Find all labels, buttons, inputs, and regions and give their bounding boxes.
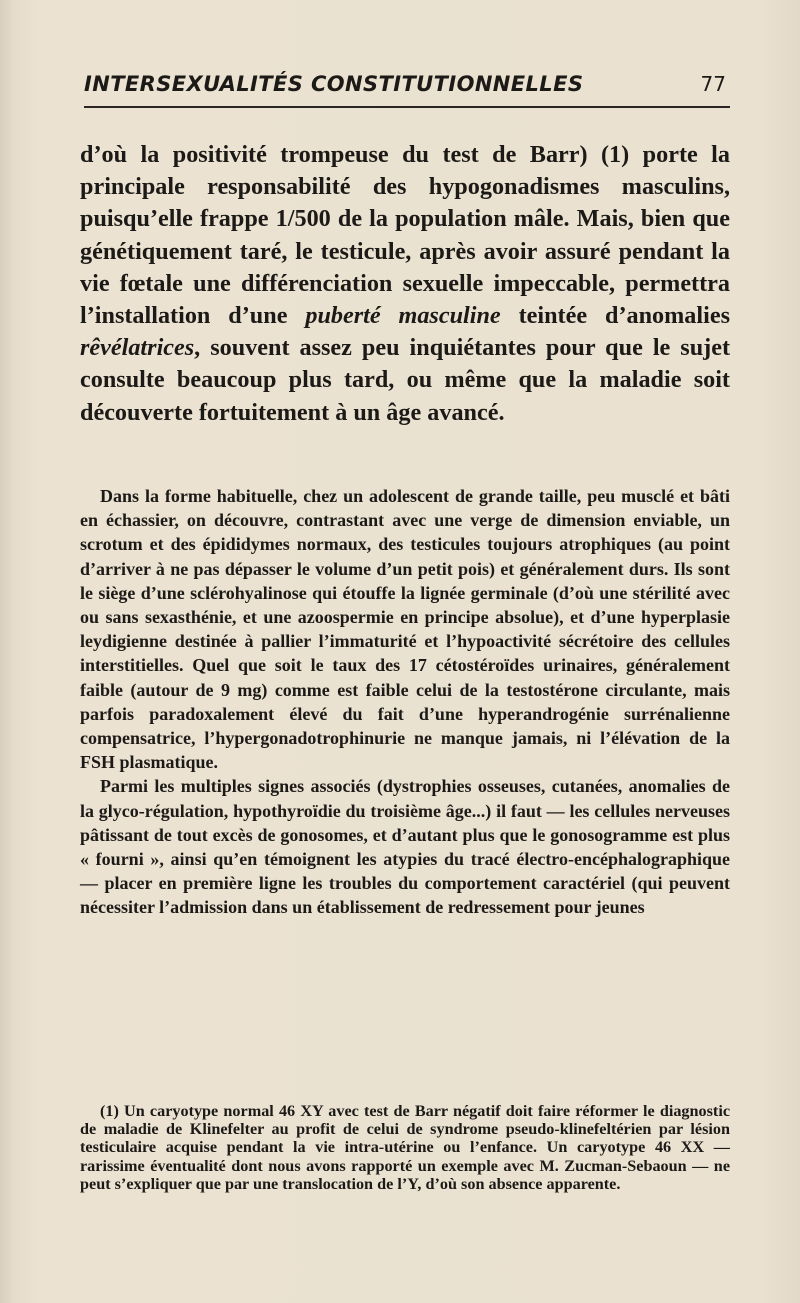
small-text-block	[80, 484, 730, 920]
page-number: 77	[700, 72, 726, 96]
paragraph-1-part-c: , souvent assez peu inquiétantes pour que le sujet consulte beaucoup plus tard, ou même que la maladie soit découverte fortuitement à un âge avancé.	[80, 334, 730, 426]
footnote: (1) Un caryotype normal 46 XY avec test de Barr négatif doit faire réformer le diagnostic de maladie de Klinefelter au profit de celui de syndrome pseudo-klinefeltérien par lésion testiculaire acquise pendant la vie intra-utérine ou l’enfance. Un caryotype 46 XX — rarissime éventualité dont nous avons rapporté un exemple avec M. Zucman-Sebaoun — ne peut s’expliquer que par une translocation de l’Y, d’où son absence apparente.	[80, 1102, 730, 1193]
paragraph-2: Dans la forme habituelle, chez un adolescent de grande taille, peu musclé et bâti en échassier, on découvre, contrastant avec une verge de dimension enviable, un scrotum et des épididymes normaux, des testicules toujours atrophiques (au point d’arriver à ne pas dépasser le volume d’un petit pois) et généralement durs. Ils sont le siège d’une sclérohyalinose qui étouffe la lignée germinale (d’où une stérilité avec ou sans sexasthénie, et une azoospermie en principe absolue), et d’une hyperplasie leydigienne destinée à pallier l’immaturité et l’hypoactivité sécrétoire des cellules interstitielles. Quel que soit le taux des 17 cétostéroïdes urinaires, généralement faible (autour de 9 mg) comme est faible celui de la testostérone circulante, mais parfois paradoxalement élevé du fait d’une hyperandrogénie surrénalienne compensatrice, l’hypergonadotrophinurie ne manque jamais, ni l’élévation de la FSH plasmatique.	[80, 486, 730, 773]
paragraph-1-part-a: d’où la positivité trompeuse du test de Barr) (1) porte la principale responsabilité des hypogonadismes masculins, puisqu’elle frappe 1/500 de la population mâle. Mais, bien que génétiquement taré, le testicule, après avoir assuré pendant la vie fœtale une différenciation sexuelle impeccable, permettra l’installation d’une	[80, 141, 730, 330]
running-title: INTERSEXUALITÉS CONSTITUTIONNELLES	[84, 72, 584, 96]
emphasis-puberte-masculine: puberté masculine	[305, 302, 501, 330]
paragraph-1-part-b: teintée d’anomalies	[500, 302, 730, 330]
paragraph-1	[80, 139, 730, 429]
page-header	[84, 70, 730, 108]
emphasis-revelatrices: rêvélatrices	[80, 334, 195, 362]
paragraph-3: Parmi les multiples signes associés (dystrophies osseuses, cutanées, anomalies de la glyco-régulation, hypothyroïdie du troisième âge...) il faut — les cellules nerveuses pâtissant de tout excès de gonosomes, et d’autant plus que le gonosogramme est plus « fourni », ainsi qu’en témoignent les atypies du tracé électro-encéphalographique — placer en première ligne les troubles du comportement caractériel (qui peuvent nécessiter l’admission dans un établissement de redressement pour jeunes	[80, 776, 730, 918]
opening-paragraph	[80, 139, 730, 429]
